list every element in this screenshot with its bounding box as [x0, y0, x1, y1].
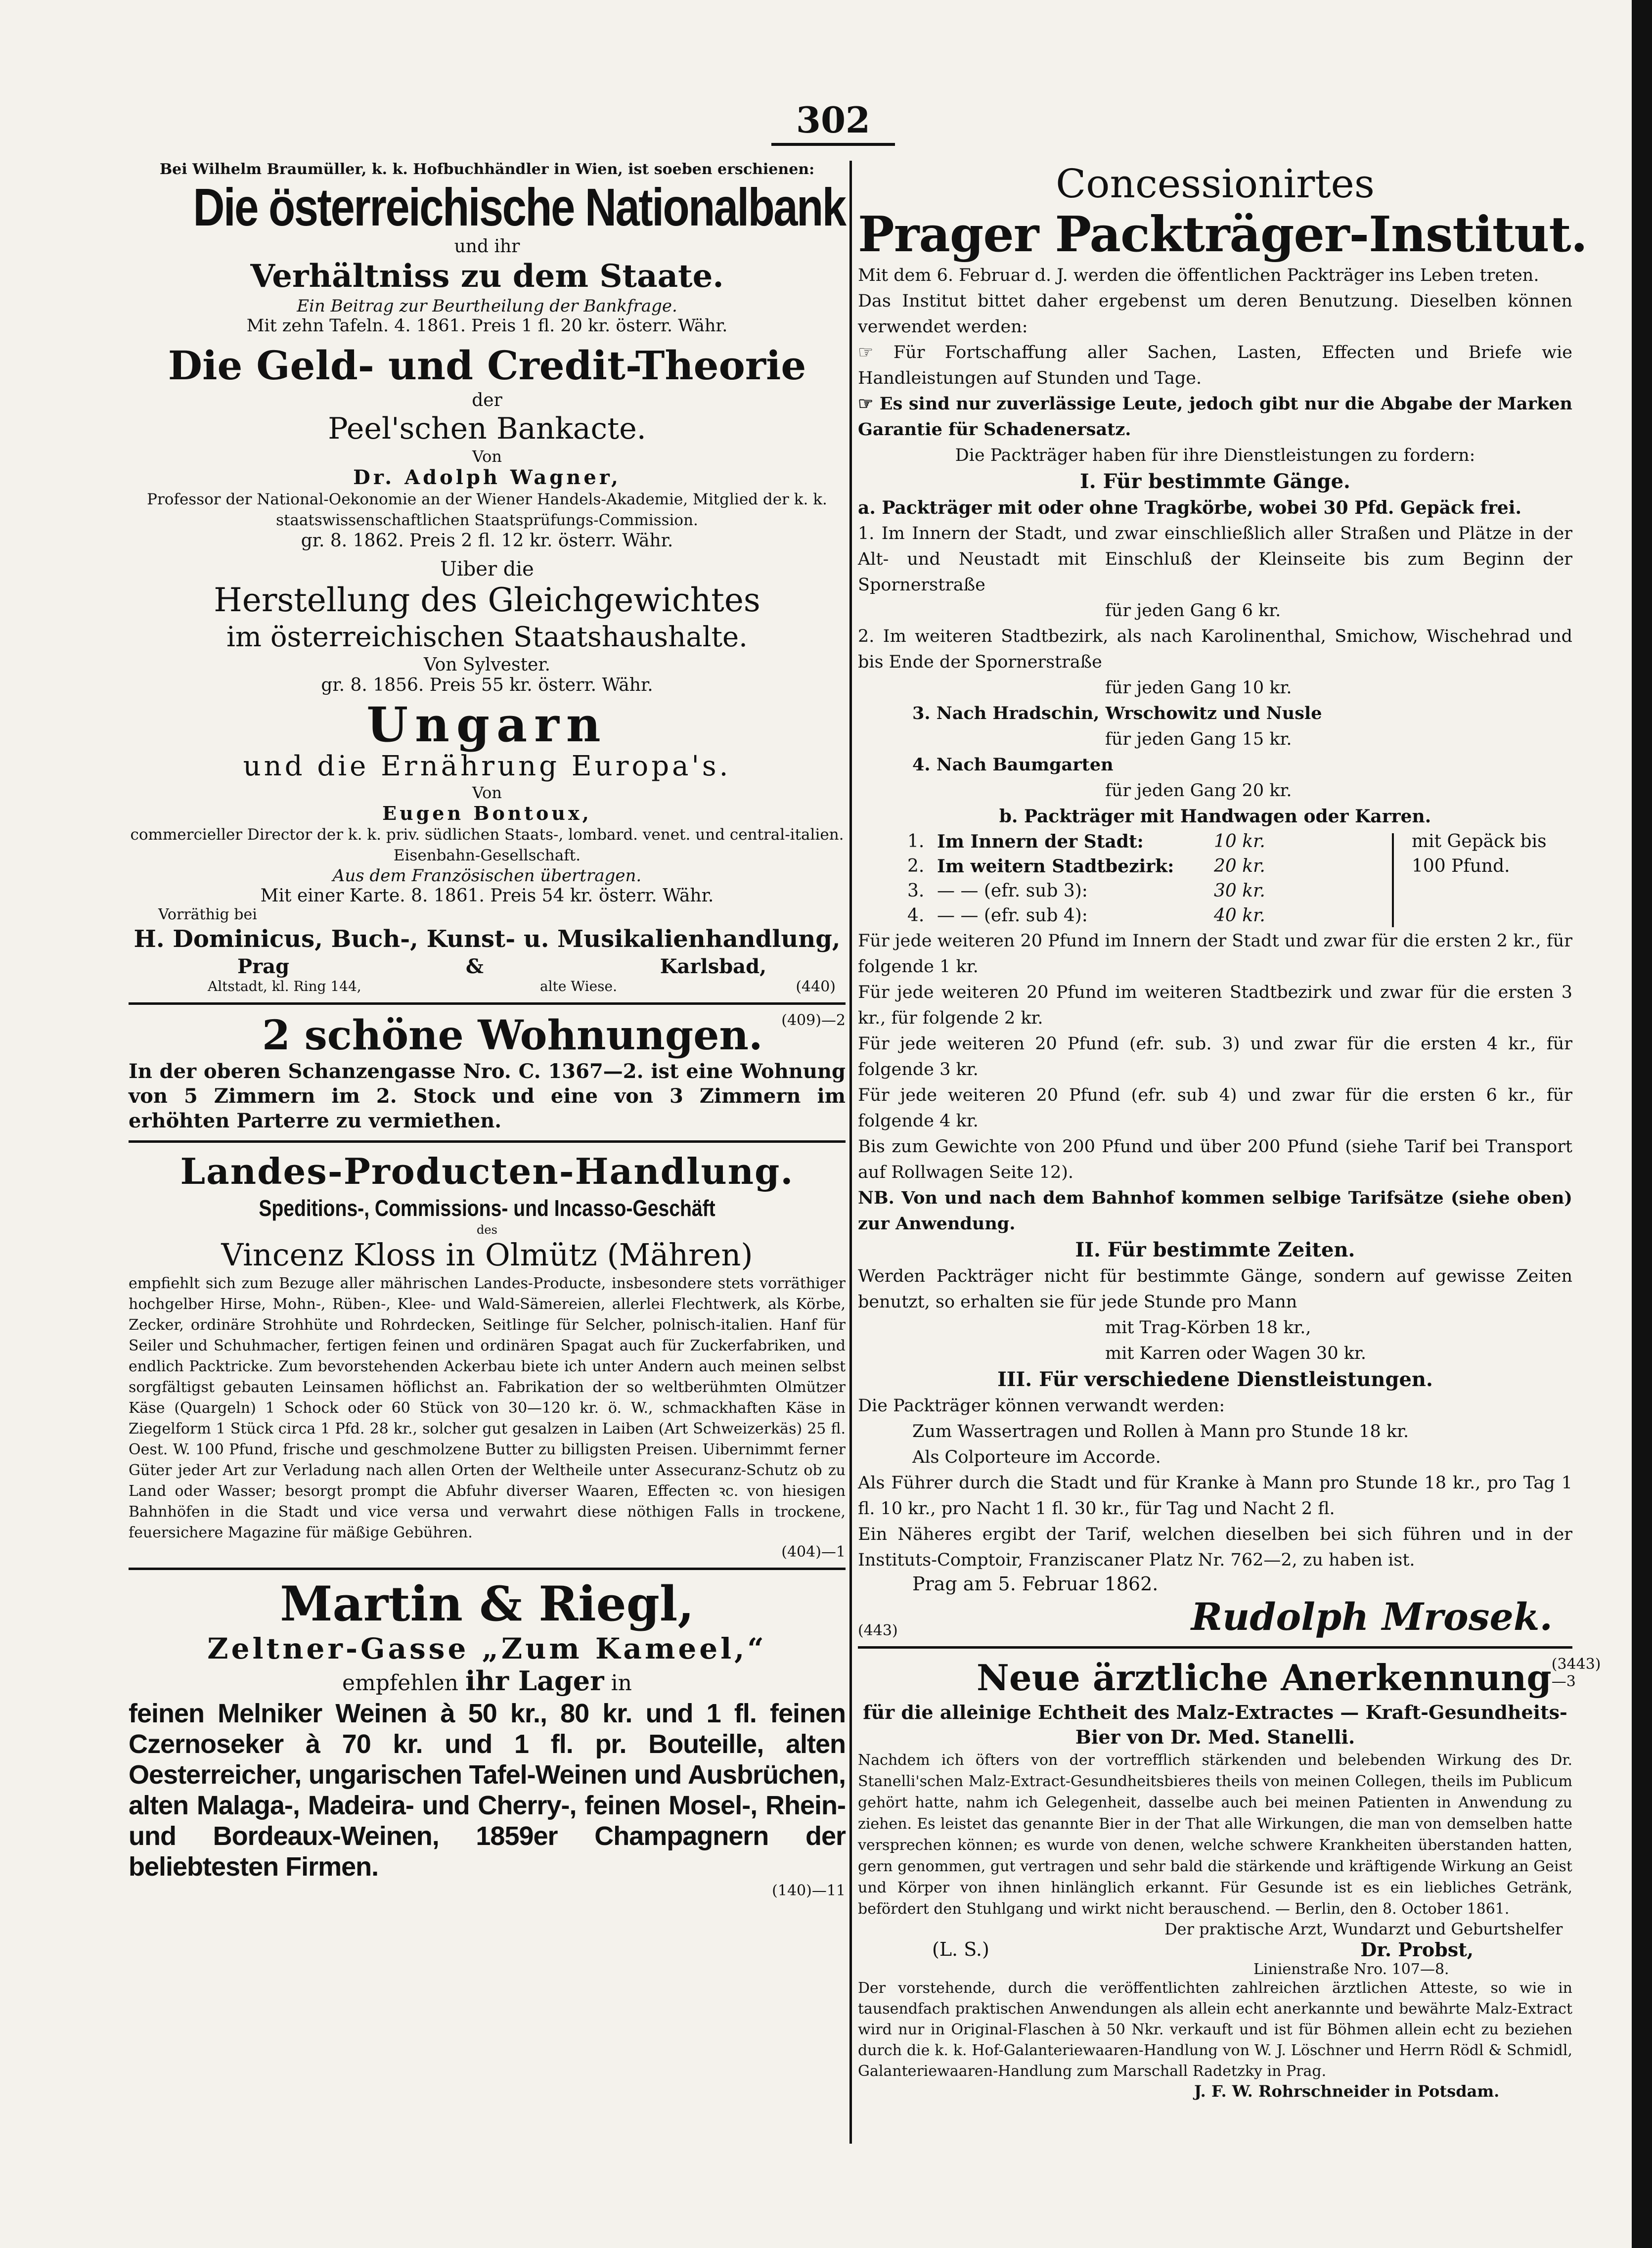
- cart-row-2-where: Im weitern Stadtbezirk:: [937, 856, 1174, 877]
- book2-subtitle: Peel'schen Bankacte.: [328, 411, 646, 446]
- cart-row-1-price: 10 kr.: [1214, 831, 1265, 852]
- divider: [858, 1646, 1572, 1649]
- anerkennung-text: Nachdem ich öfters von der vortrefflich stärkenden und belebenden Wirkung des Dr. Stanelli'schen Malz-Extract-Gesundheitsbieres theils von meinen Collegen, theils im Publicum gehört hatte, nahm ich Gelegenheit, dasselbe auch bei meinen Patienten in Anwendung zu ziehen. Es leistet das genannte Bier in der That alle Wirkungen, die man von demselben hatte versprechen können; es wurde von denen, welche schwere Krankheiten überstanden hatten, gern genommen, gut vertragen und sehr bald die stärkende und kräftigende Wirkung an Geist und Körper von ihnen hinlänglich erkannt. Für Gesunde ist es ein liebliches Getränk, befördert den Stuhlgang und wirkt nicht berauschend. — Berlin, den 8. October 1861.: [858, 1752, 1572, 1918]
- section-2-text: Werden Packträger nicht für bestimmte Gänge, sondern auf gewisse Zeiten benutzt, so erhalten sie für jede Stunde pro Mann: [858, 1266, 1572, 1312]
- section-3-heading: III. Für verschiedene Dienstleistungen.: [997, 1368, 1433, 1391]
- wohnung-ref: (409)—2: [781, 1012, 846, 1029]
- martin-ref: (140)—11: [772, 1882, 846, 1899]
- book2-der: der: [472, 390, 502, 410]
- dealer-addresses: [129, 978, 846, 995]
- publisher-line: Bei Wilhelm Braumüller, k. k. Hofbuchhändler in Wien, ist soeben erschienen:: [159, 161, 815, 178]
- tariff-item-1-price: für jeden Gang 6 kr.: [1105, 601, 1281, 621]
- anerkennung-header: [858, 1656, 1601, 1700]
- tariff-item-4-price: für jeden Gang 20 kr.: [1105, 781, 1292, 801]
- date-line: Prag am 5. Februar 1862.: [912, 1573, 1159, 1595]
- anerkennung-ref: (3443)—3: [1551, 1656, 1601, 1690]
- book4-author-desc: commercieller Director der k. k. priv. südlichen Staats-, lombard. venet. und central-italien. Eisenbahn-Gesellschaft.: [130, 826, 844, 864]
- cart-note-2: 100 Pfund.: [1412, 856, 1510, 876]
- anerkennung-title: Neue ärztliche Anerkennung: [977, 1657, 1552, 1699]
- tariff-item-3: 3. Nach Hradschin, Wrschowitz und Nusle: [912, 703, 1322, 723]
- scan-edge: [1632, 0, 1652, 2248]
- book2-von: Von: [472, 447, 502, 466]
- intro-1: Mit dem 6. Februar d. J. werden die öffentlichen Packträger ins Leben treten.: [858, 266, 1539, 285]
- cart-row-3-price: 30 kr.: [1214, 881, 1265, 901]
- extra-4: Für jede weiteren 20 Pfund (efr. sub 4) und zwar für die ersten 6 kr., für folgende 4 kr.: [858, 1085, 1572, 1131]
- section-3-text: Die Packträger können verwandt werden:: [858, 1396, 1225, 1416]
- section-3-c: Als Führer durch die Stadt und für Kranke à Mann pro Stunde 18 kr., pro Tag 1 fl. 10 kr., pro Nacht 1 fl. 30 kr., für Tag und Nacht 2 fl.: [858, 1473, 1572, 1519]
- book1-title: Die österreichische Nationalbank: [193, 177, 846, 237]
- martin-empfehlen: empfehlen: [342, 1670, 459, 1696]
- cart-row-4-num: 4.: [907, 905, 925, 926]
- landes-ref: (404)—1: [781, 1543, 846, 1561]
- section-1b: b. Packträger mit Handwagen oder Karren.: [999, 806, 1431, 827]
- martin-in: in: [611, 1670, 632, 1696]
- book4-subtitle: und die Ernährung Europa's.: [243, 750, 731, 782]
- extra-2: Für jede weiteren 20 Pfund im weiteren Stadtbezirk und zwar für die ersten 3 kr., für folgende 2 kr.: [858, 983, 1572, 1028]
- ad-ref: (440): [796, 978, 836, 995]
- book4-von: Von: [472, 783, 502, 802]
- packtraeger-title1: Concessionirtes: [1056, 161, 1375, 207]
- intro-2: Das Institut bittet daher ergebenst um deren Benutzung. Dieselben können verwendet werden:: [858, 291, 1572, 337]
- cart-row-1-num: 1.: [907, 831, 925, 852]
- cart-row-4-where: — — (efr. sub 4):: [937, 905, 1088, 926]
- cart-row-3-num: 3.: [907, 881, 925, 901]
- dealer-city-prag: Prag: [237, 955, 290, 978]
- signature-row: [858, 1595, 1572, 1639]
- landes-title: Landes-Producten-Handlung.: [180, 1150, 794, 1192]
- martin-lager-line: [129, 1666, 846, 1698]
- page-number: 302: [771, 99, 895, 146]
- section-3-b: Als Colporteure im Accorde.: [912, 1447, 1161, 1467]
- dealer-addr-prag: Altstadt, kl. Ring 144,: [208, 978, 361, 994]
- book1-desc: Ein Beitrag zur Beurtheilung der Bankfrage.: [297, 296, 677, 316]
- book4-author: Eugen Bontoux,: [382, 802, 592, 824]
- tariff-item-4: 4. Nach Baumgarten: [912, 755, 1114, 775]
- book3-ueber: Uiber die: [440, 558, 534, 581]
- anerkennung-subtitle: für die alleinige Echtheit des Malz-Extractes — Kraft-Gesundheits-Bier von Dr. Med. Stanelli.: [863, 1701, 1567, 1748]
- dealer-name: H. Dominicus, Buch-, Kunst- u. Musikalienhandlung,: [134, 925, 841, 953]
- book3-title1: Herstellung des Gleichgewichtes: [214, 581, 760, 619]
- book4-title: Ungarn: [366, 697, 608, 753]
- cart-note-1: mit Gepäck bis: [1412, 831, 1547, 852]
- dealer-amp: &: [465, 955, 484, 978]
- vorraethig-label: Vorräthig bei: [158, 906, 257, 923]
- landes-text: empfiehlt sich zum Bezuge aller mährischen Landes-Producte, insbesondere stets vorräthiger hochgelber Hirse, Mohn-, Rüben-, Klee- und Wald-Sämereien, allerlei Flechtwerk, als Körbe, Zecker, ordinäre Strohhüte und Rohrdecken, Seitlinge für Selcher, polnisch-italien. Hanf für Seiler und Schuhmacher, fertigen feinen und ordinären Spagat auch für Zuckerfabriken, und endlich Packtricke. Zum bevorstehenden Ackerbau biete ich unter Andern auch meinen selbst sorgfältigst gebauten Leinsamen höflichst an. Fabrikation der so weltberühmten Olmützer Käse (Quargeln) 1 Schock oder 60 Stück von 30—120 kr. ö. W., schmackhaften Käse in Ziegelform 1 Stück circa 1 Pfd. 28 kr., solcher gut gesalzen in Laiben (Art Schweizerkäs) 25 fl. Oest. W. 100 Pfund, frische und geschmolzene Butter zu billigsten Preisen. Uibernimmt ferner Güter jeder Art zur Verladung nach allen Orten der Weltheile unter Assecuranz-Schutz ob zu Land oder Wasser; besorgt prompt die Abfuhr diverser Waaren, Effecten ꝛc. von hiesigen Bahnhöfen in die Stadt und vice versa und verwahrt diese nöthigen Falls in trockene, feuersichere Magazine für mäßige Gebühren.: [129, 1275, 846, 1541]
- left-column: [129, 161, 846, 2149]
- cart-tariff-table: [858, 829, 1572, 928]
- book3-info: gr. 8. 1856. Preis 55 kr. österr. Währ.: [321, 675, 653, 695]
- seal-ls: (L. S.): [932, 1938, 989, 1960]
- anerkennung-sig-2: J. F. W. Rohrschneider in Potsdam.: [1194, 2082, 1500, 2101]
- book2-info: gr. 8. 1862. Preis 2 fl. 12 kr. österr. Währ.: [301, 531, 673, 551]
- cart-row-3-where: — — (efr. sub 3):: [937, 881, 1088, 901]
- doctor-name: Dr. Probst,: [1360, 1938, 1473, 1961]
- signer-name: Rudolph Mrosek.: [1191, 1595, 1553, 1639]
- landes-owner: Vincenz Kloss in Olmütz (Mähren): [221, 1237, 753, 1273]
- book3-title2: im österreichischen Staatshaushalte.: [226, 621, 748, 653]
- right-column: [858, 161, 1601, 2149]
- bullet-2: ☞ Es sind nur zuverlässige Leute, jedoch gibt nur die Abgabe der Marken Garantie für Schadenersatz.: [858, 394, 1572, 440]
- anerkennung-text-2: Der vorstehende, durch die veröffentlichten zahlreichen ärztlichen Atteste, so wie in tausendfach praktischen Anwendungen als allein echt anerkannte und bewährte Malz-Extract wird nur in Original-Flaschen à 50 Nkr. verkauft und ist für Böhmen allein echt zu beziehen durch die k. k. Hof-Galanteriewaaren-Handlung von W. J. Löschner und Herrn Rödl & Schmidl, Galanteriewaaren-Handlung zum Marschall Radetzky in Prag.: [858, 1979, 1572, 2080]
- cart-bracket: [1392, 833, 1412, 927]
- packtraeger-title2: Prager Packträger-Institut.: [858, 206, 1587, 263]
- divider: [129, 1002, 846, 1005]
- anerkennung-signature: [858, 1938, 1572, 1961]
- martin-text: feinen Melniker Weinen à 50 kr., 80 kr. und 1 fl. feinen Czernoseker à 70 kr. und 1 fl. pr. Bouteille, alten Oesterreicher, ungarischen Tafel-Weinen und Ausbrüchen, alten Malaga-, Madeira- und Cherry-, feinen Mosel-, Rhein- und Bordeaux-Weinen, 1859er Champagnern der beliebtesten Firmen.: [129, 1699, 846, 1882]
- bullet-1: ☞ Für Fortschaffung aller Sachen, Lasten, Effecten und Briefe wie Handleistungen auf Stunden und Tage.: [858, 343, 1572, 388]
- book4-translated: Aus dem Französischen übertragen.: [332, 866, 642, 886]
- dealer-cities: [129, 955, 846, 978]
- book2-author: Dr. Adolph Wagner,: [353, 466, 621, 489]
- ad-ref-443: (443): [858, 1622, 898, 1639]
- wohnung-title: 2 schöne Wohnungen.: [262, 1012, 763, 1059]
- tariff-item-1: 1. Im Innern der Stadt, und zwar einschließlich aller Straßen und Plätze in der Alt- und Neustadt mit Einschluß der Kleinseite bis zum Beginn der Spornerstraße: [858, 524, 1572, 595]
- section-3-d: Ein Näheres ergibt der Tarif, welchen dieselben bei sich führen und in der Instituts-Comptoir, Franziscaner Platz Nr. 762—2, zu haben ist.: [858, 1525, 1572, 1570]
- section-2-price-1: mit Trag-Körben 18 kr.,: [1105, 1318, 1311, 1338]
- section-2-price-2: mit Karren oder Wagen 30 kr.: [1105, 1344, 1366, 1363]
- cart-row-2-price: 20 kr.: [1214, 856, 1265, 876]
- cart-row-4-price: 40 kr.: [1214, 905, 1265, 926]
- book4-info: Mit einer Karte. 8. 1861. Preis 54 kr. österr. Währ.: [260, 886, 714, 906]
- book1-subtitle: Verhältniss zu dem Staate.: [250, 258, 724, 295]
- cart-row-1-where: Im Innern der Stadt:: [937, 831, 1144, 852]
- martin-address: Zeltner-Gasse „Zum Kameel,“: [207, 1632, 767, 1665]
- landes-des: des: [477, 1223, 497, 1237]
- landes-subtitle: Speditions-, Commissions- und Incasso-Geschäft: [259, 1195, 715, 1221]
- cart-row-2-num: 2.: [907, 856, 925, 876]
- section-1a: a. Packträger mit oder ohne Tragkörbe, wobei 30 Pfd. Gepäck frei.: [858, 497, 1522, 518]
- divider: [129, 1568, 846, 1570]
- section-1-heading: I. Für bestimmte Gänge.: [1080, 470, 1350, 493]
- tariff-item-2: 2. Im weiteren Stadtbezirk, als nach Karolinenthal, Smichow, Wischehrad und bis Ende der Spornerstraße: [858, 627, 1572, 672]
- column-rule: [849, 161, 852, 2144]
- tariff-item-2-price: für jeden Gang 10 kr.: [1105, 678, 1292, 698]
- extra-1: Für jede weiteren 20 Pfund im Innern der Stadt und zwar für die ersten 2 kr., für folgende 1 kr.: [858, 931, 1572, 977]
- book2-author-desc: Professor der National-Oekonomie an der Wiener Handels-Akademie, Mitglied der k. k. staatswissenschaftlichen Staatsprüfungs-Commission.: [147, 491, 827, 529]
- martin-title: Martin & Riegl,: [280, 1576, 694, 1632]
- section-2-heading: II. Für bestimmte Zeiten.: [1075, 1238, 1355, 1261]
- extra-3: Für jede weiteren 20 Pfund (efr. sub. 3) und zwar für die ersten 4 kr., für folgende 3 kr.: [858, 1034, 1572, 1079]
- book1-info: Mit zehn Tafeln. 4. 1861. Preis 1 fl. 20 kr. österr. Währ.: [246, 316, 728, 336]
- wohnung-header: [129, 1012, 846, 1059]
- section-3-a: Zum Wassertragen und Rollen à Mann pro Stunde 18 kr.: [912, 1422, 1409, 1441]
- dealer-addr-karlsbad: alte Wiese.: [539, 978, 618, 994]
- extra-5: Bis zum Gewichte von 200 Pfund und über 200 Pfund (siehe Tarif bei Transport auf Rollwagen Seite 12).: [858, 1137, 1572, 1182]
- dealer-city-karlsbad: Karlsbad,: [660, 955, 766, 978]
- book1-und-ihr: und ihr: [454, 236, 520, 257]
- book2-title: Die Geld- und Credit-Theorie: [168, 342, 806, 389]
- nb-note: NB. Von und nach dem Bahnhof kommen selbige Tarifsätze (siehe oben) zur Anwendung.: [858, 1188, 1572, 1234]
- book3-author: Von Sylvester.: [423, 655, 551, 675]
- martin-lager: ihr Lager: [465, 1665, 604, 1697]
- doctor-address: Linienstraße Nro. 107—8.: [1253, 1961, 1449, 1978]
- divider: [129, 1140, 846, 1143]
- anerkennung-sig-line: Der praktische Arzt, Wundarzt und Geburtshelfer: [1164, 1920, 1563, 1938]
- fordern-line: Die Packträger haben für ihre Dienstleistungen zu fordern:: [955, 446, 1475, 465]
- tariff-item-3-price: für jeden Gang 15 kr.: [1105, 729, 1292, 749]
- wohnung-text: In der oberen Schanzengasse Nro. C. 1367—2. ist eine Wohnung von 5 Zimmern im 2. Stock und eine von 3 Zimmern im erhöhten Parterre zu vermiethen.: [129, 1060, 846, 1132]
